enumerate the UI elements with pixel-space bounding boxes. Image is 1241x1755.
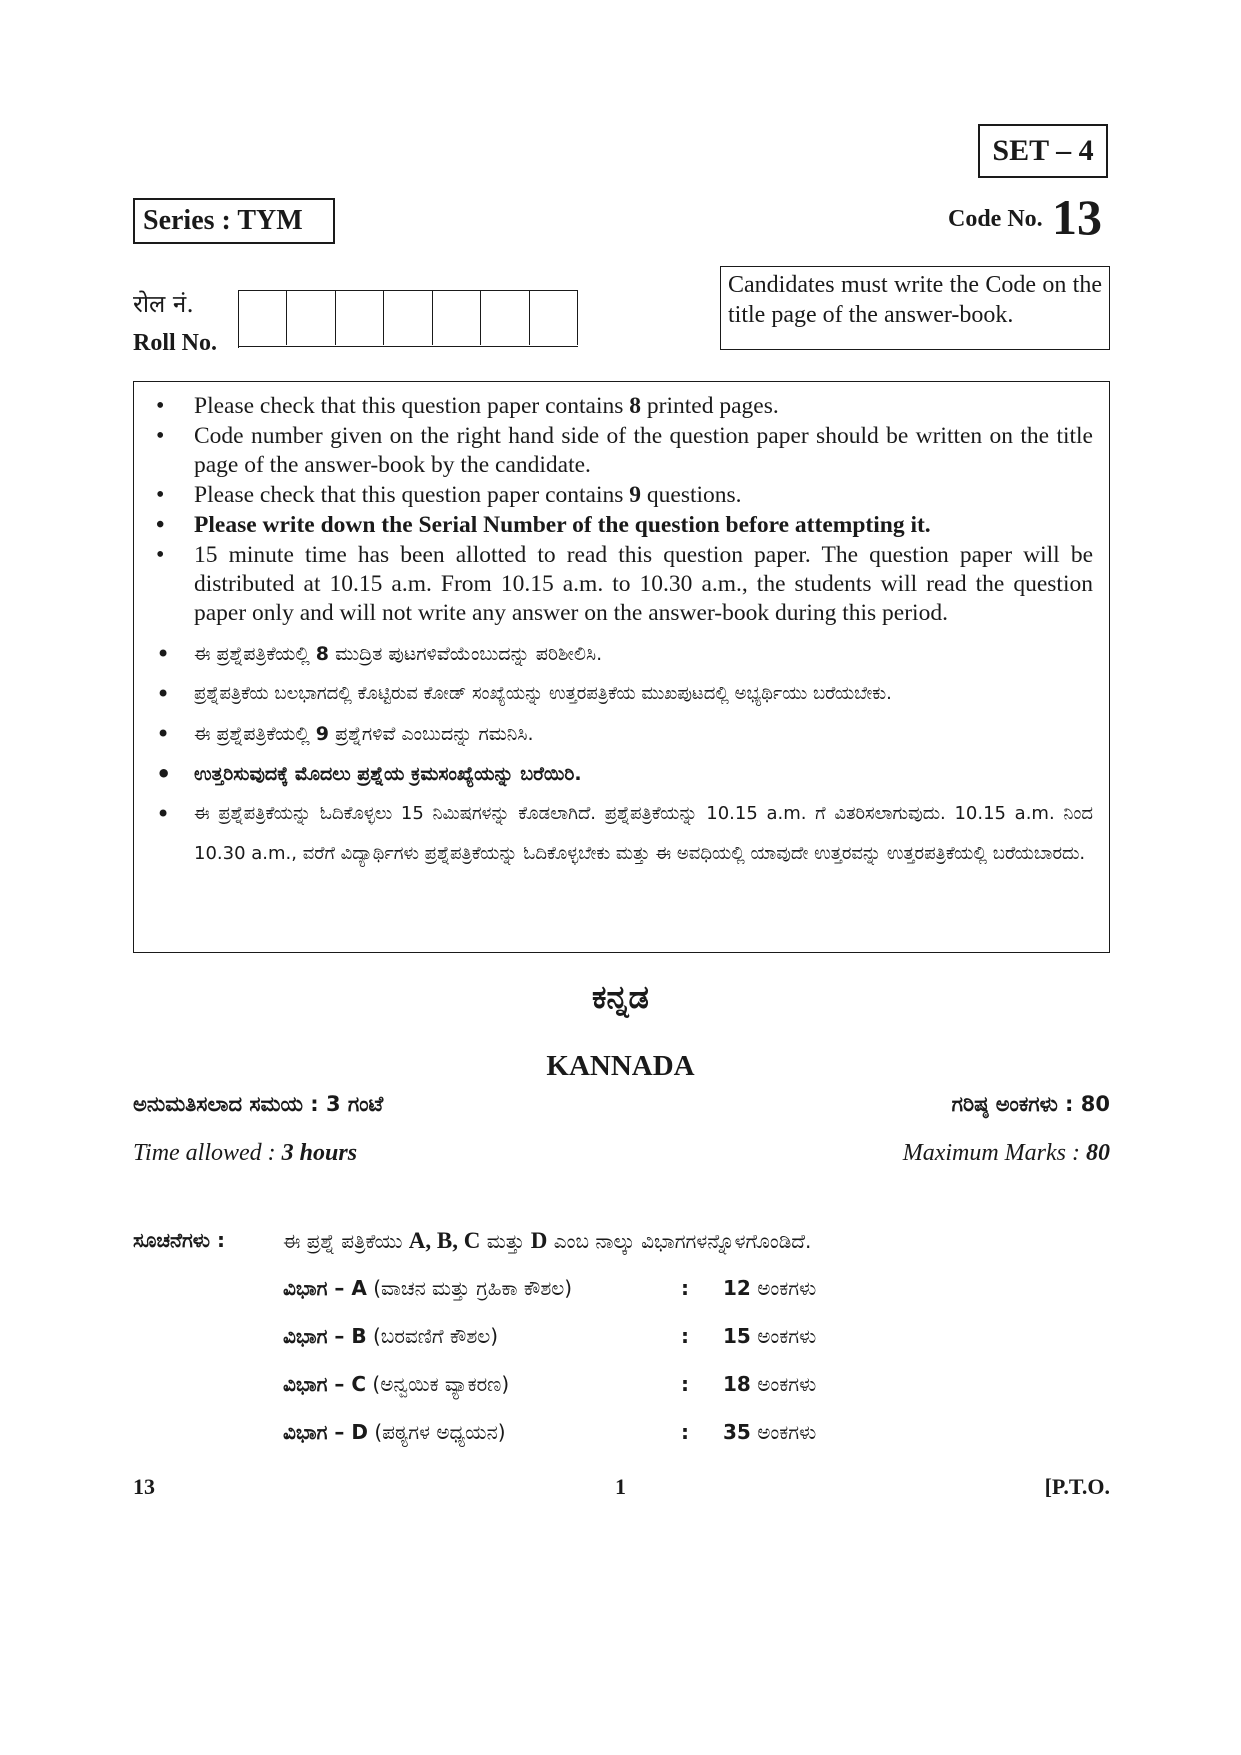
instruction-item: • Code number given on the right hand side of the question paper should be written on the title page of the answer-book by the candidate. xyxy=(194,422,1093,480)
roll-digit-box[interactable] xyxy=(336,291,384,345)
subject-title-kannada: ಕನ್ನಡ xyxy=(592,978,649,1016)
instruction-item: • Please check that this question paper contains 8 printed pages. xyxy=(194,392,1093,421)
instruction-item-kannada: • ಉತ್ತರಿಸುವುದಕ್ಕೆ ಮೊದಲು ಪ್ರಶ್ನೆಯ ಕ್ರಮಸಂಖ್ಯೆಯನ್ನು ಬರೆಯಿರಿ. xyxy=(194,754,1093,794)
section-row: ವಿಭಾಗ – B (ಬರವಣಿಗೆ ಕೌಶಲ) : 15 ಅಂಕಗಳು xyxy=(283,1324,817,1348)
instructions-box xyxy=(133,381,1110,953)
roll-label: Roll No. xyxy=(133,330,217,356)
time-allowed: Time allowed : 3 hours xyxy=(133,1140,358,1166)
notes-label: ಸೂಚನೆಗಳು : xyxy=(133,1228,225,1252)
code-label: Code No. xyxy=(948,206,1043,232)
pto-label: [P.T.O. xyxy=(1044,1474,1110,1499)
max-marks: Maximum Marks : 80 xyxy=(902,1140,1110,1166)
instructions-list xyxy=(134,382,1109,874)
series-label: Series : TYM xyxy=(133,198,335,244)
roll-digit-box[interactable] xyxy=(287,291,335,345)
instruction-item: • 15 minute time has been allotted to read this question paper. The question paper will be distributed at 10.15 a.m. From 10.15 a.m. to 10.30 a.m., the students will read the question paper only and will not write any answer on the answer-book during this period. xyxy=(194,541,1093,628)
section-row: ವಿಭಾಗ – A (ವಾಚನ ಮತ್ತು ಗ್ರಹಿಕಾ ಕೌಶಲ) : 12 ಅಂಕಗಳು xyxy=(283,1276,817,1300)
roll-digit-box[interactable] xyxy=(433,291,481,345)
roll-digit-box[interactable] xyxy=(384,291,432,345)
roll-underline xyxy=(238,346,578,347)
page-number: 1 xyxy=(615,1474,626,1499)
instruction-item-kannada: • ಈ ಪ್ರಶ್ನೆಪತ್ರಿಕೆಯನ್ನು ಓದಿಕೊಳ್ಳಲು 15 ನಿಮಿಷಗಳನ್ನು ಕೊಡಲಾಗಿದೆ. ಪ್ರಶ್ನೆಪತ್ರಿಕೆಯನ್ನು 10.15 a.m. ಗೆ ವಿತರಿಸಲಾಗುವುದು. 10.15 a.m. ನಿಂದ 10.30 a.m., ವರೆಗೆ ವಿದ್ಯಾರ್ಥಿಗಳು ಪ್ರಶ್ನೆಪತ್ರಿಕೆಯನ್ನು ಓದಿಕೊಳ್ಳಬೇಕು ಮತ್ತು ಈ ಅವಧಿಯಲ್ಲಿ ಯಾವುದೇ ಉತ್ತರವನ್ನು ಉತ್ತರಪತ್ರಿಕೆಯಲ್ಲಿ ಬರೆಯಬಾರದು. xyxy=(194,794,1093,874)
instruction-item-kannada: • ಈ ಪ್ರಶ್ನೆಪತ್ರಿಕೆಯಲ್ಲಿ 8 ಮುದ್ರಿತ ಪುಟಗಳಿವೆಯೆಂಬುದನ್ನು ಪರಿಶೀಲಿಸಿ. xyxy=(194,634,1093,674)
roll-digit-box[interactable] xyxy=(481,291,529,345)
max-marks-kannada: ಗರಿಷ್ಠ ಅಂಕಗಳು : 80 xyxy=(951,1092,1110,1116)
instruction-item-kannada: • ಪ್ರಶ್ನೆಪತ್ರಿಕೆಯ ಬಲಭಾಗದಲ್ಲಿ ಕೊಟ್ಟಿರುವ ಕೋಡ್ ಸಂಖ್ಯೆಯನ್ನು ಉತ್ತರಪತ್ರಿಕೆಯ ಮುಖಪುಟದಲ್ಲಿ ಅಭ್ಯರ್ಥಿಯು ಬರೆಯಬೇಕು. xyxy=(194,674,1093,714)
roll-digit-box[interactable] xyxy=(239,291,287,345)
time-allowed-kannada: ಅನುಮತಿಸಲಾದ ಸಮಯ : 3 ಗಂಟೆ xyxy=(133,1092,384,1116)
code-number: 13 xyxy=(1052,189,1102,245)
section-row: ವಿಭಾಗ – C (ಅನ್ವಯಿಕ ವ್ಯಾಕರಣ) : 18 ಅಂಕಗಳು xyxy=(283,1372,817,1396)
instruction-item: • Please write down the Serial Number of the question before attempting it. xyxy=(194,511,1093,540)
instruction-item: • Please check that this question paper contains 9 questions. xyxy=(194,481,1093,510)
set-label: SET – 4 xyxy=(978,124,1108,178)
candidate-code-note: Candidates must write the Code on the title page of the answer-book. xyxy=(720,266,1110,350)
instruction-item-kannada: • ಈ ಪ್ರಶ್ನೆಪತ್ರಿಕೆಯಲ್ಲಿ 9 ಪ್ರಶ್ನೆಗಳಿವೆ ಎಂಬುದನ್ನು ಗಮನಿಸಿ. xyxy=(194,714,1093,754)
roll-label-hindi: रोल नं. xyxy=(133,290,194,318)
footer-code: 13 xyxy=(133,1474,155,1499)
roll-number-boxes[interactable] xyxy=(238,290,578,348)
subject-title: KANNADA xyxy=(546,1050,695,1082)
notes-intro: ಈ ಪ್ರಶ್ನೆ ಪತ್ರಿಕೆಯು A, B, C ಮತ್ತು D ಎಂಬ ನಾಲ್ಕು ವಿಭಾಗಗಳನ್ನೊಳಗೊಂಡಿದೆ. xyxy=(283,1228,812,1253)
roll-digit-box[interactable] xyxy=(530,291,578,345)
section-row: ವಿಭಾಗ – D (ಪಠ್ಯಗಳ ಅಧ್ಯಯನ) : 35 ಅಂಕಗಳು xyxy=(283,1420,817,1444)
